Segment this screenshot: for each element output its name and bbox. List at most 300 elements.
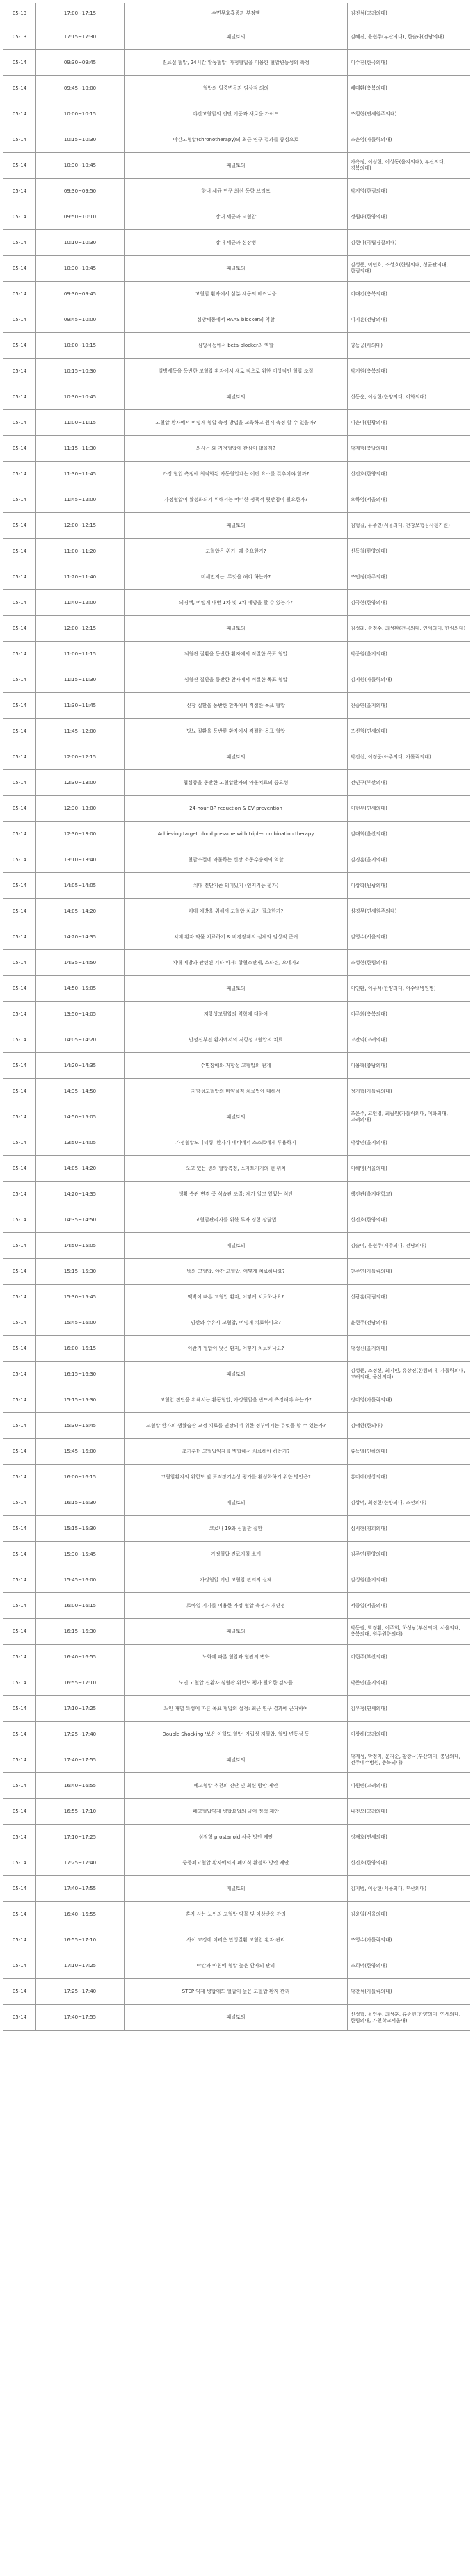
table-row <box>3 1516 470 1542</box>
speaker-cell: 심시현(경희의대) <box>348 1516 470 1542</box>
title-cell: 치매 예방을 위해서 고혈압 치료가 필요한가? <box>125 899 348 924</box>
date-cell: 05-14 <box>3 230 36 256</box>
title-cell: 오고 있는 생의 혈압측정, 스마트기기의 현 위치 <box>125 1156 348 1182</box>
speaker-cell: 김성래, 송정수, 최성환(건국의대, 연세의대, 한림의대) <box>348 616 470 642</box>
date-cell: 05-14 <box>3 50 36 76</box>
time-cell: 12:30~13:00 <box>36 770 125 796</box>
speaker-cell: 서종일(서울의대) <box>348 1593 470 1619</box>
time-cell: 14:50~15:05 <box>36 1233 125 1259</box>
speaker-cell: 박진선, 이정준(아주의대, 가톨릭의대) <box>348 744 470 770</box>
title-cell: 심방세동에서 beta-blocker의 역할 <box>125 333 348 359</box>
date-cell: 05-14 <box>3 333 36 359</box>
table-row <box>3 1799 470 1825</box>
table-row <box>3 590 470 616</box>
time-cell: 09:45~10:00 <box>36 307 125 333</box>
title-cell: 패널토의 <box>125 616 348 642</box>
date-cell: 05-14 <box>3 1799 36 1825</box>
date-cell: 05-14 <box>3 1207 36 1233</box>
time-cell: 17:15~17:30 <box>36 24 125 50</box>
date-cell: 05-14 <box>3 1645 36 1670</box>
date-cell: 05-14 <box>3 924 36 950</box>
speaker-cell: 조은주, 고인영, 최필원(가톨릭의대, 이화의대, 고려의대) <box>348 1104 470 1130</box>
time-cell: 16:40~16:55 <box>36 1645 125 1670</box>
table-row <box>3 127 470 153</box>
table-row <box>3 24 470 50</box>
table-row <box>3 719 470 744</box>
time-cell: 17:00~17:15 <box>36 3 125 24</box>
time-cell: 16:15~16:30 <box>36 1619 125 1645</box>
speaker-cell: 고잔익(고려의대) <box>348 1027 470 1053</box>
speaker-cell: 이원빈(고려의대) <box>348 1773 470 1799</box>
table-row <box>3 1053 470 1079</box>
speaker-cell: 김기범, 이상현(서울의대, 부산의대) <box>348 1876 470 1902</box>
time-cell: 16:55~17:10 <box>36 1670 125 1696</box>
speaker-cell: 정원대(한양의대) <box>348 204 470 230</box>
title-cell: 만성신부전 환자에서의 저항성고혈압의 치료 <box>125 1027 348 1053</box>
date-cell: 05-14 <box>3 590 36 616</box>
speaker-cell: 박지영(한림의대) <box>348 179 470 204</box>
date-cell: 05-14 <box>3 770 36 796</box>
title-cell: 고혈압환자의 위험도 및 표적장기손상 평가를 활성화하기 위한 방안은? <box>125 1465 348 1490</box>
title-cell: 혼자 사는 노인의 고혈압 약물 및 이상반응 관리 <box>125 1902 348 1927</box>
time-cell: 14:20~14:35 <box>36 1053 125 1079</box>
time-cell: 16:55~17:10 <box>36 1799 125 1825</box>
date-cell: 05-14 <box>3 462 36 487</box>
speaker-cell: 이대건(충북의대) <box>348 282 470 307</box>
speaker-cell: 이현주(부산의대) <box>348 1645 470 1670</box>
table-row <box>3 1670 470 1696</box>
date-cell: 05-14 <box>3 1439 36 1465</box>
table-row <box>3 1825 470 1850</box>
time-cell: 13:50~14:05 <box>36 1130 125 1156</box>
title-cell: 임산와 수유시 고혈압, 어떻게 치료하나요? <box>125 1310 348 1336</box>
time-cell: 16:00~16:15 <box>36 1336 125 1362</box>
title-cell: 노화에 따른 혈압과 혈관의 변화 <box>125 1645 348 1670</box>
time-cell: 12:00~12:15 <box>36 744 125 770</box>
title-cell: 장내 세균과 고혈압 <box>125 204 348 230</box>
speaker-cell: 양동공(차의대) <box>348 333 470 359</box>
table-row <box>3 667 470 693</box>
title-cell: 혈압조절에 약물하는 신장 소동수송체의 역할 <box>125 847 348 873</box>
date-cell: 05-14 <box>3 487 36 513</box>
speaker-cell: 진중연(울지의대) <box>348 693 470 719</box>
title-cell: 고혈압관리자를 위한 투자 경험 상담법 <box>125 1207 348 1233</box>
title-cell: 고혈압은 위기, 왜 중요한가? <box>125 539 348 564</box>
title-cell: 폐고혈압약제 병합요법의 금어 정책 제안 <box>125 1799 348 1825</box>
date-cell: 05-14 <box>3 1310 36 1336</box>
table-row <box>3 976 470 1002</box>
title-cell: 패널토의 <box>125 384 348 410</box>
title-cell: 수면무호흡증과 부정맥 <box>125 3 348 24</box>
table-row <box>3 179 470 204</box>
table-row <box>3 1207 470 1233</box>
table-row <box>3 410 470 436</box>
date-cell: 05-14 <box>3 744 36 770</box>
title-cell: 패널토의 <box>125 1233 348 1259</box>
table-row <box>3 539 470 564</box>
time-cell: 14:05~14:20 <box>36 1027 125 1053</box>
table-row <box>3 1747 470 1773</box>
table-row <box>3 1156 470 1182</box>
date-cell: 05-14 <box>3 1747 36 1773</box>
speaker-cell: 김주연(한양의대) <box>348 1542 470 1567</box>
title-cell: 협심증을 동반한 고혈압환자의 약물치료의 중요성 <box>125 770 348 796</box>
date-cell: 05-14 <box>3 153 36 179</box>
title-cell: 패널토의 <box>125 513 348 539</box>
table-row <box>3 436 470 462</box>
date-cell: 05-14 <box>3 436 36 462</box>
time-cell: 16:00~16:15 <box>36 1593 125 1619</box>
table-row <box>3 1413 470 1439</box>
time-cell: 11:15~11:30 <box>36 436 125 462</box>
date-cell: 05-14 <box>3 1619 36 1645</box>
time-cell: 10:00~10:15 <box>36 333 125 359</box>
speaker-cell: 정재호(연세의대) <box>348 1825 470 1850</box>
table-row <box>3 282 470 307</box>
title-cell: 초기부터 고혈압약제를 병합해서 치료해야 하는가? <box>125 1439 348 1465</box>
title-cell: 의사는 왜 가정혈압에 관심이 없을까? <box>125 436 348 462</box>
time-cell: 13:10~13:40 <box>36 847 125 873</box>
title-cell: 패널토의 <box>125 1490 348 1516</box>
date-cell: 05-14 <box>3 1156 36 1182</box>
date-cell: 05-13 <box>3 24 36 50</box>
title-cell: 치매 환자 약물 치료하기 & 비경장제의 실제와 임상적 근거 <box>125 924 348 950</box>
speaker-cell: 박상민(울지의대) <box>348 1130 470 1156</box>
speaker-cell: 윤현주(전남의대) <box>348 1310 470 1336</box>
time-cell: 11:00~11:15 <box>36 642 125 667</box>
speaker-cell: 이해영(서울의대) <box>348 1156 470 1182</box>
date-cell: 05-14 <box>3 282 36 307</box>
speaker-cell: 조철현(연세원주의대) <box>348 101 470 127</box>
speaker-cell: 김성준, 조정선, 최지민, 유상진(한림의대, 가톨릭의대, 고려의대, 울산의대) <box>348 1362 470 1387</box>
title-cell: 가정혈압 기반 고혈압 관리의 실제 <box>125 1567 348 1593</box>
table-row <box>3 1953 470 1979</box>
speaker-cell: 김지원(가톨릭의대) <box>348 667 470 693</box>
table-row <box>3 1645 470 1670</box>
title-cell: 로바일 기기를 이용한 가정 혈압 측정과 개판정 <box>125 1593 348 1619</box>
time-cell: 14:05~14:20 <box>36 1156 125 1182</box>
speaker-cell: 이현우(연세의대) <box>348 796 470 822</box>
speaker-cell: 신진호(한양의대) <box>348 1207 470 1233</box>
speaker-cell: 이수진(한국의대) <box>348 50 470 76</box>
time-cell: 11:40~12:00 <box>36 590 125 616</box>
table-row <box>3 1490 470 1516</box>
title-cell: 야간과 아침에 혈압 높은 환자의 관리 <box>125 1953 348 1979</box>
date-cell: 05-14 <box>3 1670 36 1696</box>
time-cell: 10:10~10:30 <box>36 230 125 256</box>
time-cell: 16:40~16:55 <box>36 1902 125 1927</box>
time-cell: 11:30~11:45 <box>36 693 125 719</box>
date-cell: 05-14 <box>3 667 36 693</box>
table-row <box>3 1233 470 1259</box>
speaker-cell: 김혜진, 윤현주(부산의대), 한슬라(전남의대) <box>348 24 470 50</box>
title-cell: 가정혈압이 활성화되기 위해서는 어떠한 정책적 뒷받침이 필요한가? <box>125 487 348 513</box>
speaker-cell: 이은아(원광의대) <box>348 410 470 436</box>
speaker-cell: 박재형(충남의대) <box>348 436 470 462</box>
speaker-cell: 김윤일(서울의대) <box>348 1902 470 1927</box>
time-cell: 15:45~16:00 <box>36 1310 125 1336</box>
table-row <box>3 950 470 976</box>
speaker-cell: 박재성, 박정익, 윤지순, 황창국(부산의대, 충남의대, 전주예수병원, 충북의대) <box>348 1747 470 1773</box>
date-cell: 05-14 <box>3 1053 36 1079</box>
time-cell: 15:45~16:00 <box>36 1567 125 1593</box>
speaker-cell: 신동윤, 이상현(한양의대, 이화의대) <box>348 384 470 410</box>
time-cell: 14:05~14:20 <box>36 899 125 924</box>
speaker-cell: 안주연(가톨릭의대) <box>348 1259 470 1285</box>
time-cell: 14:50~15:05 <box>36 1104 125 1130</box>
speaker-cell: 김국현(한양의대) <box>348 590 470 616</box>
table-row <box>3 1002 470 1027</box>
time-cell: 14:50~15:05 <box>36 976 125 1002</box>
title-cell: 패널토의 <box>125 1362 348 1387</box>
time-cell: 17:10~17:25 <box>36 1953 125 1979</box>
date-cell: 05-14 <box>3 204 36 230</box>
title-cell: 고혈압 환자의 생활습관 교정 치료를 권장되어 위한 정부에서는 무엇을 할 수 있는가? <box>125 1413 348 1439</box>
date-cell: 05-14 <box>3 179 36 204</box>
speaker-cell: 박기원(충북의대) <box>348 359 470 384</box>
speaker-cell: 신동철(한양의대) <box>348 539 470 564</box>
time-cell: 12:30~13:00 <box>36 822 125 847</box>
time-cell: 15:45~16:00 <box>36 1439 125 1465</box>
title-cell: 혈압의 일중변동과 임상적 의의 <box>125 76 348 101</box>
title-cell: 패널토의 <box>125 1747 348 1773</box>
table-row <box>3 333 470 359</box>
time-cell: 11:00~11:15 <box>36 410 125 436</box>
time-cell: 10:00~10:15 <box>36 101 125 127</box>
table-row <box>3 1182 470 1207</box>
date-cell: 05-14 <box>3 1593 36 1619</box>
speaker-cell: 신광훈(국립의대) <box>348 1285 470 1310</box>
title-cell: 중증폐고혈압 환자에서의 폐이식 활성화 방안 제안 <box>125 1850 348 1876</box>
date-cell: 05-14 <box>3 1079 36 1104</box>
date-cell: 05-14 <box>3 307 36 333</box>
date-cell: 05-14 <box>3 847 36 873</box>
date-cell: 05-14 <box>3 127 36 153</box>
date-cell: 05-14 <box>3 796 36 822</box>
time-cell: 12:00~12:15 <box>36 513 125 539</box>
speaker-cell: 김상덕, 최정현(한양의대, 조선의대) <box>348 1490 470 1516</box>
title-cell: 코로나 19와 심혈관 질환 <box>125 1516 348 1542</box>
title-cell: 고혈압 환자에서 어떻게 혈압 측정 방법을 교육하고 원격 측정 할 수 있을까? <box>125 410 348 436</box>
title-cell: 심장형 prostanoid 사용 방안 제안 <box>125 1825 348 1850</box>
time-cell: 17:40~17:55 <box>36 2005 125 2031</box>
time-cell: 16:55~17:10 <box>36 1927 125 1953</box>
speaker-cell: 김성원(울지의대) <box>348 1567 470 1593</box>
speaker-cell: 이용혁(충남의대) <box>348 1053 470 1079</box>
title-cell: 당뇨 질환을 동반한 환자에서 적절한 목표 혈압 <box>125 719 348 744</box>
table-row <box>3 1079 470 1104</box>
speaker-cell: 이상학(원광의대) <box>348 873 470 899</box>
table-row <box>3 1927 470 1953</box>
title-cell: 고혈압 진단을 위해서는 활동혈압, 가정혈압을 반드시 측정해야 하는가? <box>125 1387 348 1413</box>
date-cell: 05-14 <box>3 1027 36 1053</box>
date-cell: 05-14 <box>3 1233 36 1259</box>
time-cell: 14:20~14:35 <box>36 924 125 950</box>
title-cell: 패널토의 <box>125 744 348 770</box>
date-cell: 05-14 <box>3 1696 36 1722</box>
title-cell: 24-hour BP reduction & CV prevention <box>125 796 348 822</box>
speaker-cell: 박성신(울지의대) <box>348 1336 470 1362</box>
title-cell: 패널토의 <box>125 24 348 50</box>
date-cell: 05-14 <box>3 873 36 899</box>
table-row <box>3 693 470 719</box>
time-cell: 11:45~12:00 <box>36 487 125 513</box>
time-cell: 17:25~17:40 <box>36 1979 125 2005</box>
title-cell: 야간고혈압의 진단 기준과 새로운 가이드 <box>125 101 348 127</box>
date-cell: 05-13 <box>3 3 36 24</box>
table-row <box>3 873 470 899</box>
speaker-cell: 조은영(가톨릭의대) <box>348 127 470 153</box>
speaker-cell: 전민구(부산의대) <box>348 770 470 796</box>
title-cell: 가정혈압 진료지침 소개 <box>125 1542 348 1567</box>
date-cell: 05-14 <box>3 1490 36 1516</box>
title-cell: 수면장애와 저항성 고혈압의 관계 <box>125 1053 348 1079</box>
date-cell: 05-14 <box>3 1722 36 1747</box>
date-cell: 05-14 <box>3 76 36 101</box>
speaker-cell: 조영수(가톨릭의대) <box>348 1927 470 1953</box>
date-cell: 05-14 <box>3 976 36 1002</box>
speaker-cell: 신성혁, 윤인주, 최성훈, 류종현(한양의대, 연세의대, 한림의대, 가천학교서울대) <box>348 2005 470 2031</box>
table-row <box>3 1387 470 1413</box>
title-cell: 뇌혈관 질환을 동반한 환자에서 적절한 목표 혈압 <box>125 642 348 667</box>
time-cell: 10:30~10:45 <box>36 256 125 282</box>
date-cell: 05-14 <box>3 693 36 719</box>
speaker-cell: 이기훈(전남의대) <box>348 307 470 333</box>
time-cell: 11:00~11:20 <box>36 539 125 564</box>
schedule-table <box>3 3 470 2031</box>
date-cell: 05-14 <box>3 1387 36 1413</box>
date-cell: 05-14 <box>3 256 36 282</box>
date-cell: 05-14 <box>3 1259 36 1285</box>
title-cell: 폐고혈압 추천의 진단 및 최신 방안 제안 <box>125 1773 348 1799</box>
table-row <box>3 822 470 847</box>
speaker-cell: 김대희(울산의대) <box>348 822 470 847</box>
time-cell: 10:15~10:30 <box>36 127 125 153</box>
title-cell: 야간고혈압(chronotherapy)의 최근 연구 결과를 중심으로 <box>125 127 348 153</box>
time-cell: 09:30~09:45 <box>36 282 125 307</box>
date-cell: 05-14 <box>3 1516 36 1542</box>
table-row <box>3 1439 470 1465</box>
date-cell: 05-14 <box>3 1130 36 1156</box>
table-row <box>3 1310 470 1336</box>
table-row <box>3 3 470 24</box>
time-cell: 16:40~16:55 <box>36 1773 125 1799</box>
title-cell: 뇌경색, 어떻게 매번 1차 및 2차 예방을 할 수 있는가? <box>125 590 348 616</box>
date-cell: 05-14 <box>3 1465 36 1490</box>
title-cell: 패널토의 <box>125 256 348 282</box>
speaker-cell: 가옥정, 이성현, 이성동(울지의대), 부산의대, 경북의대) <box>348 153 470 179</box>
title-cell: 패널토의 <box>125 1104 348 1130</box>
speaker-cell: 김태환(한의대) <box>348 1413 470 1439</box>
speaker-cell: 박동권, 박정환, 이주희, 하성남(부산의대, 서울의대, 충북의대, 원주원한의대) <box>348 1619 470 1645</box>
speaker-cell: 신진호(한양의대) <box>348 462 470 487</box>
title-cell: 신장 질환을 동반한 환자에서 적절한 목표 혈압 <box>125 693 348 719</box>
title-cell: 치매 예방과 관련된 기타 약제: 항혈소판제, 스타틴, 오메가3 <box>125 950 348 976</box>
date-cell: 05-14 <box>3 1362 36 1387</box>
schedule-rows <box>3 3 470 2031</box>
title-cell: 향내 세균 연구 최신 동향 브리프 <box>125 179 348 204</box>
title-cell: 이완기 혈압이 낮은 환자, 어떻게 치료하나요? <box>125 1336 348 1362</box>
table-row <box>3 204 470 230</box>
table-row <box>3 76 470 101</box>
time-cell: 16:00~16:15 <box>36 1465 125 1490</box>
speaker-cell: 김진석(고려의대) <box>348 3 470 24</box>
time-cell: 10:30~10:45 <box>36 153 125 179</box>
table-row <box>3 50 470 76</box>
table-row <box>3 616 470 642</box>
speaker-cell: 정기혁(가톨릭의대) <box>348 1079 470 1104</box>
speaker-cell: 박찬석(가톨릭의대) <box>348 1979 470 2005</box>
table-row <box>3 642 470 667</box>
title-cell: 고혈압 환자에서 삼분 세동의 메커니즘 <box>125 282 348 307</box>
date-cell: 05-14 <box>3 384 36 410</box>
table-row <box>3 1285 470 1310</box>
table-row <box>3 770 470 796</box>
time-cell: 09:50~10:10 <box>36 204 125 230</box>
speaker-cell: 나진오(고려의대) <box>348 1799 470 1825</box>
table-row <box>3 1336 470 1362</box>
date-cell: 05-14 <box>3 1979 36 2005</box>
time-cell: 17:10~17:25 <box>36 1696 125 1722</box>
time-cell: 14:20~14:35 <box>36 1182 125 1207</box>
speaker-cell: 김경훈(울지의대) <box>348 847 470 873</box>
table-row <box>3 2005 470 2031</box>
table-row <box>3 796 470 822</box>
table-row <box>3 1593 470 1619</box>
speaker-cell: 김성준, 이민호, 조성호(한림의대, 성균관의대, 한림의대) <box>348 256 470 282</box>
table-row <box>3 1876 470 1902</box>
date-cell: 05-14 <box>3 899 36 924</box>
title-cell: 장내 세균과 심장병 <box>125 230 348 256</box>
time-cell: 12:00~12:15 <box>36 616 125 642</box>
table-row <box>3 359 470 384</box>
table-row <box>3 1696 470 1722</box>
table-row <box>3 462 470 487</box>
title-cell: Double Shocking '보은 이행도 혈압' 기립성 저혈압, 혈압 변동성 등 <box>125 1722 348 1747</box>
speaker-cell: 조민정(아주의대) <box>348 564 470 590</box>
speaker-cell: 홍미에(경상의대) <box>348 1465 470 1490</box>
time-cell: 17:40~17:55 <box>36 1876 125 1902</box>
date-cell: 05-14 <box>3 1876 36 1902</box>
date-cell: 05-14 <box>3 101 36 127</box>
speaker-cell: 신진호(한양의대) <box>348 1850 470 1876</box>
table-row <box>3 153 470 179</box>
time-cell: 17:25~17:40 <box>36 1850 125 1876</box>
date-cell: 05-14 <box>3 1850 36 1876</box>
title-cell: 노인 고혈압 신환자 심혈관 위험도 평가 필요한 검사들 <box>125 1670 348 1696</box>
time-cell: 16:15~16:30 <box>36 1362 125 1387</box>
speaker-cell: 류동열(인하의대) <box>348 1439 470 1465</box>
speaker-cell: 김영수(서울의대) <box>348 924 470 950</box>
table-row <box>3 487 470 513</box>
table-row <box>3 256 470 282</box>
table-row <box>3 1979 470 2005</box>
speaker-cell: 배대환(충북의대) <box>348 76 470 101</box>
date-cell: 05-14 <box>3 616 36 642</box>
table-row <box>3 744 470 770</box>
time-cell: 11:15~11:30 <box>36 667 125 693</box>
table-row <box>3 1902 470 1927</box>
date-cell: 05-14 <box>3 1927 36 1953</box>
time-cell: 16:15~16:30 <box>36 1490 125 1516</box>
date-cell: 05-14 <box>3 1002 36 1027</box>
speaker-cell: 조성현(한림의대) <box>348 950 470 976</box>
speaker-cell: 김형길, 유주연(서울의대, 건강보험심사평가원) <box>348 513 470 539</box>
speaker-cell: 김술이, 윤현주(제주의대, 전남의대) <box>348 1233 470 1259</box>
time-cell: 17:25~17:40 <box>36 1722 125 1747</box>
date-cell: 05-14 <box>3 950 36 976</box>
date-cell: 05-14 <box>3 1542 36 1567</box>
